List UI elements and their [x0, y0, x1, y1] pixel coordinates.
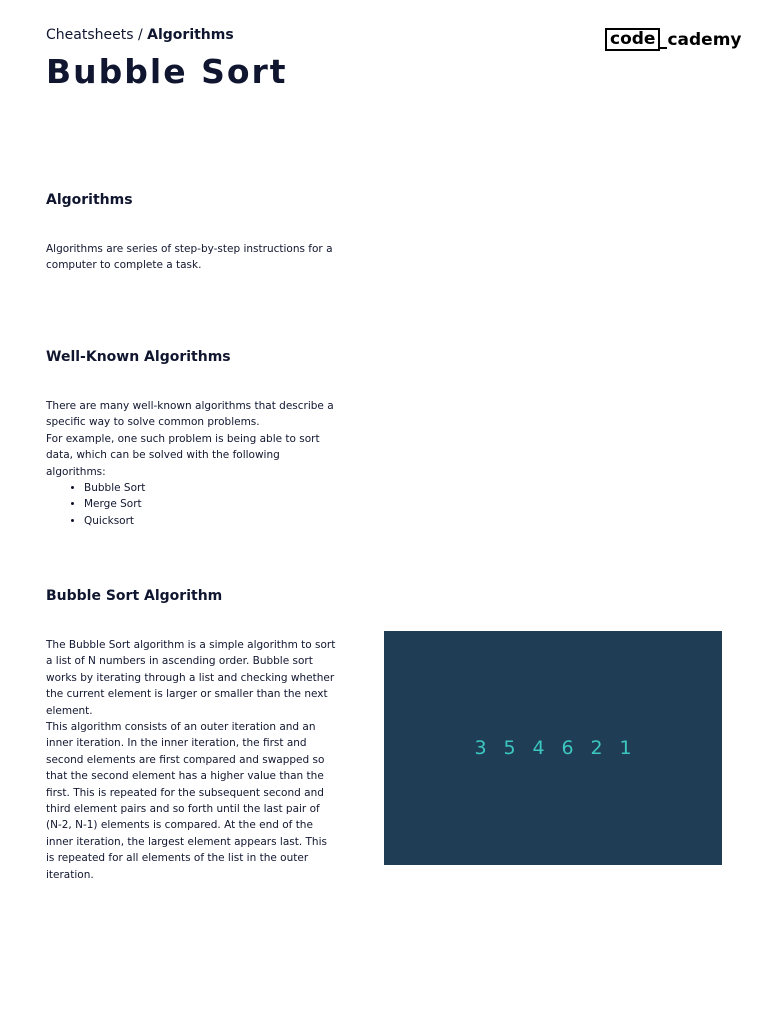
- section-body: [46, 398, 336, 529]
- section-heading: Algorithms: [46, 192, 133, 208]
- breadcrumb-current[interactable]: Algorithms: [147, 27, 234, 43]
- list-item: • Merge Sort: [84, 496, 336, 512]
- logo-rest: cademy: [667, 29, 742, 50]
- list-item: • Quicksort: [84, 513, 336, 529]
- number-item: 5: [503, 736, 516, 759]
- codecademy-logo[interactable]: [605, 28, 742, 51]
- list-item: • Bubble Sort: [84, 480, 336, 496]
- breadcrumb-parent-link[interactable]: Cheatsheets: [46, 27, 134, 43]
- section-bubble-sort-algorithm: [46, 588, 336, 883]
- section-algorithms: [46, 192, 336, 274]
- breadcrumb: [46, 27, 234, 43]
- paragraph: For example, one such problem is being able to sort data, which can be solved with the following algorithms:: [46, 432, 320, 478]
- number-item: 2: [590, 736, 603, 759]
- algorithm-list: [46, 480, 336, 529]
- section-heading: Well-Known Algorithms: [46, 349, 231, 365]
- bubble-sort-animation: [384, 631, 722, 865]
- number-item: 3: [474, 736, 487, 759]
- paragraph: This algorithm consists of an outer iteration and an inner iteration. In the inner iteration, the first and second elements are first compared and swapped so that the second element has a higher value than the first. This is repeated for the subsequent second and third element pairs and so forth until the last pair of (N-2, N-1) elements is compared. At the end of the inner iteration, the largest element appears last. This is repeated for all elements of the list in the outer iteration.: [46, 721, 327, 881]
- section-heading: Bubble Sort Algorithm: [46, 588, 223, 604]
- section-well-known-algorithms: [46, 349, 336, 529]
- section-body: [46, 241, 336, 274]
- logo-cursor: [660, 47, 667, 49]
- page-title: Bubble Sort: [46, 52, 288, 91]
- number-item: 1: [619, 736, 632, 759]
- number-item: 4: [532, 736, 545, 759]
- section-body: [46, 637, 336, 883]
- breadcrumb-separator: /: [137, 27, 143, 43]
- paragraph: The Bubble Sort algorithm is a simple algorithm to sort a list of N numbers in ascending order. Bubble sort works by iterating through a list and checking whether the current element is larger or smaller than the next element.: [46, 639, 336, 717]
- number-sequence: [473, 737, 633, 759]
- number-item: 6: [561, 736, 574, 759]
- paragraph: There are many well-known algorithms that describe a specific way to solve common problems.: [46, 400, 334, 429]
- logo-code-box: code: [605, 28, 660, 51]
- paragraph: Algorithms are series of step-by-step instructions for a computer to complete a task.: [46, 243, 333, 272]
